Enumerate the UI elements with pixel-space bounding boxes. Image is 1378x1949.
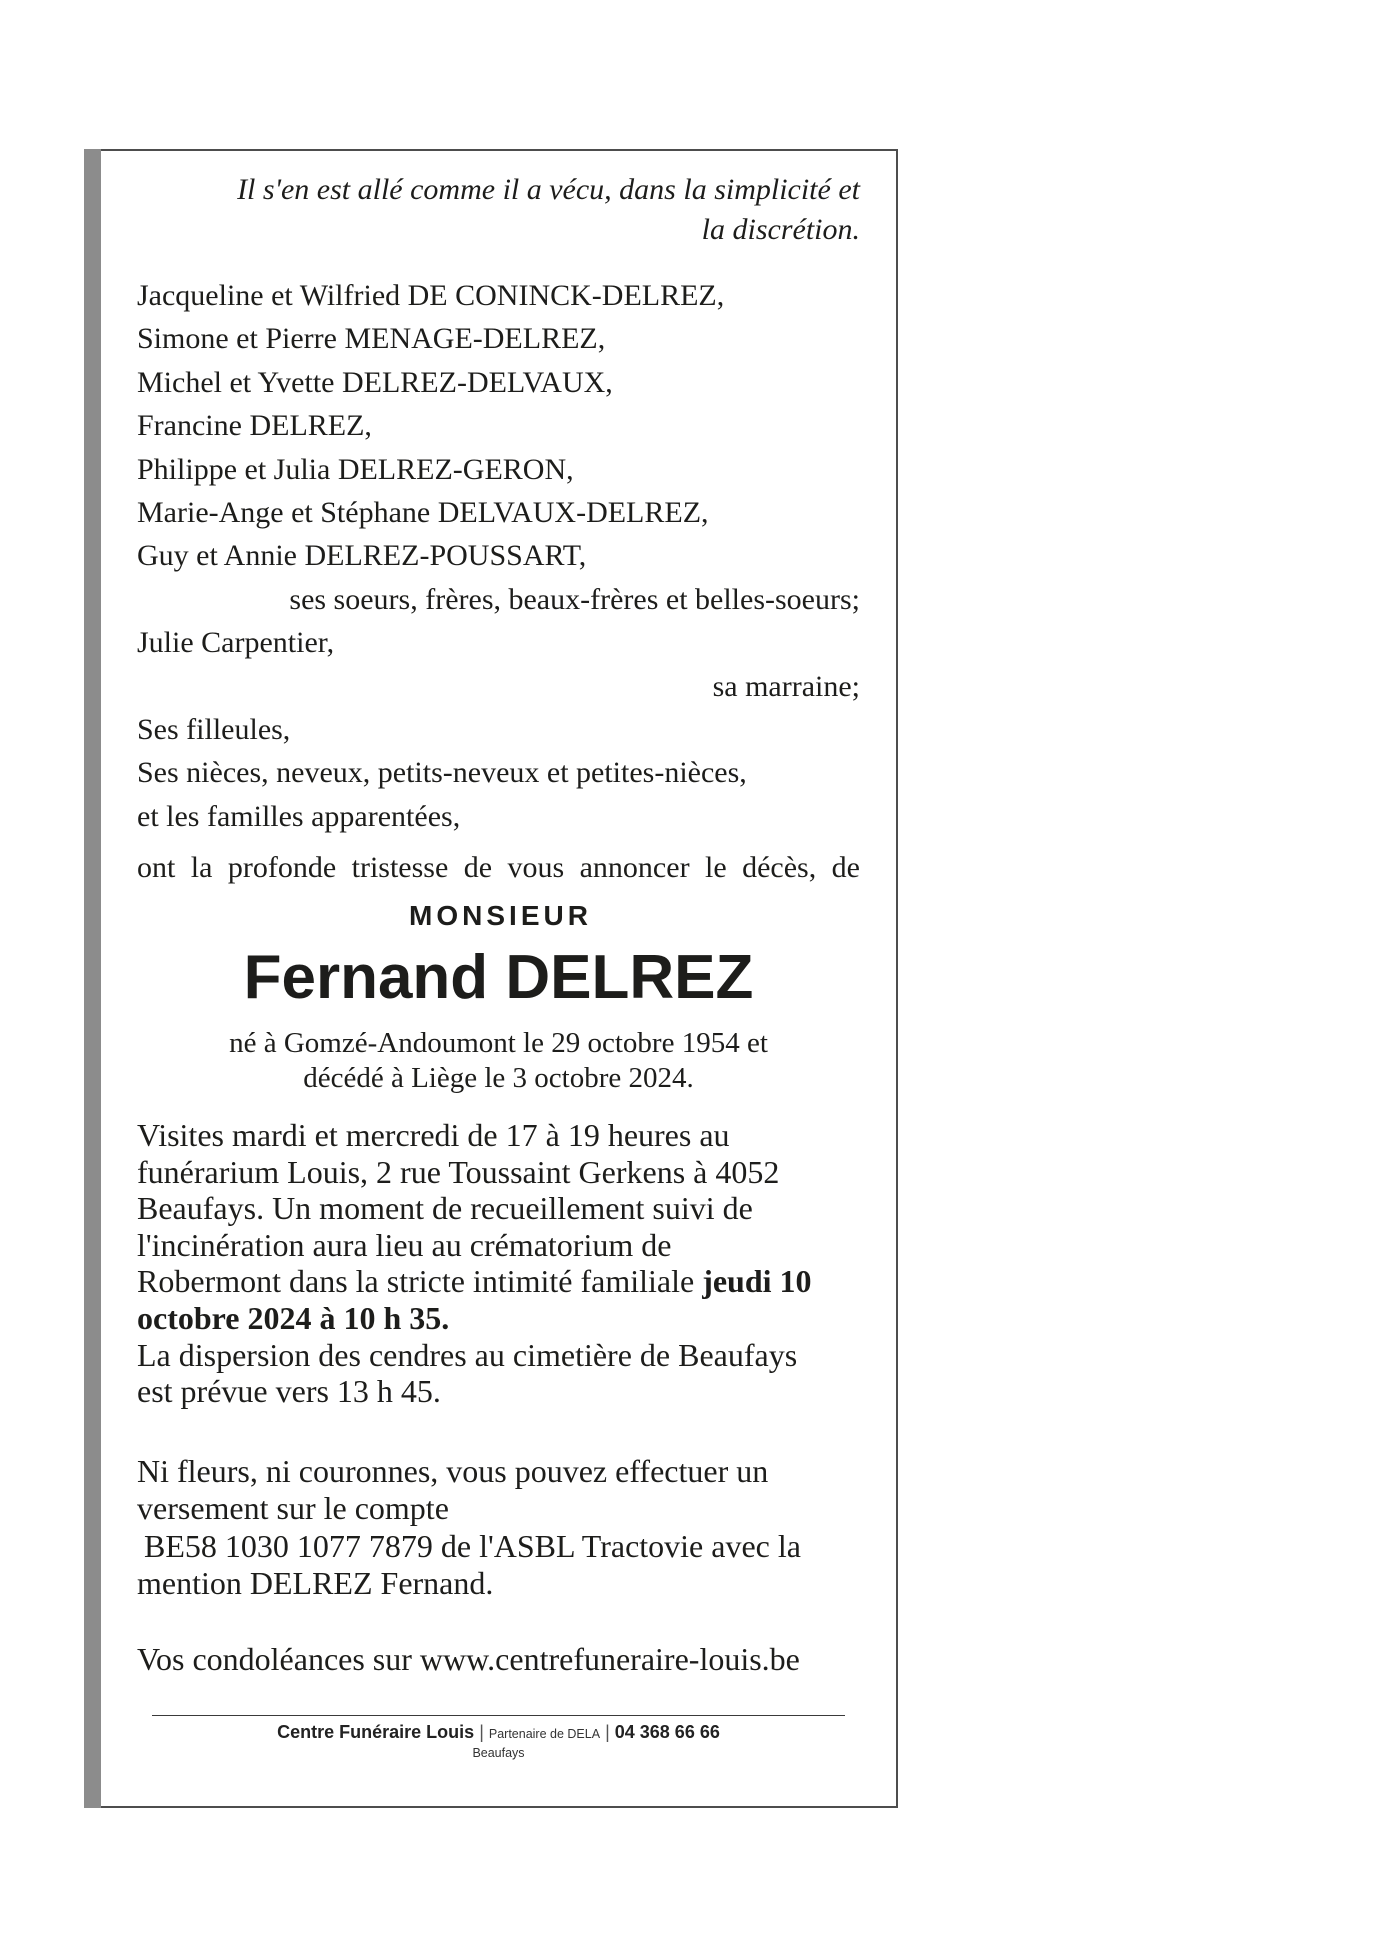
sibling-line: Philippe et Julia DELREZ-GERON, [137, 452, 574, 486]
godmother-name: Julie Carpentier, [137, 626, 335, 660]
birth-line: né à Gomzé-Andoumont le 29 octobre 1954 et [229, 1027, 768, 1059]
sibling-line: Marie-Ange et Stéphane DELVAUX-DELREZ, [137, 496, 709, 530]
announcement: ont la profonde tristesse de vous annoncer le décès, de [137, 851, 860, 884]
death-line: décédé à Liège le 3 octobre 2024. [303, 1062, 694, 1094]
funeral-line: Beaufays. Un moment de recueillement suivi de [137, 1190, 753, 1227]
footer-separator: | [479, 1722, 484, 1742]
condolences [137, 1641, 860, 1678]
funeral-line: funérarium Louis, 2 rue Toussaint Gerkens à 4052 [137, 1153, 780, 1190]
dispersion-line: La dispersion des cendres au cimetière de Beaufays [137, 1336, 798, 1373]
phone-number: 04 368 66 66 [614, 1722, 720, 1742]
funeral-details [137, 1117, 860, 1410]
frame-side-bar [84, 149, 101, 1808]
epitaph [137, 170, 860, 250]
funeral-line: l'incinération aura lieu au crématorium de [137, 1226, 672, 1263]
sibling-line: Guy et Annie DELREZ-POUSSART, [137, 539, 587, 573]
ceremony-date: jeudi 10 [702, 1263, 812, 1300]
flowers-line: mention DELREZ Fernand. [137, 1564, 494, 1601]
sibling-line: Michel et Yvette DELREZ-DELVAUX, [137, 365, 613, 399]
funeral-home-footer [137, 1721, 860, 1745]
footer-separator: | [605, 1722, 610, 1742]
epitaph-line: Il s'en est allé comme il a vécu, dans la simplicité et [237, 173, 860, 206]
life-dates [137, 1026, 860, 1096]
deceased-title: MONSIEUR [409, 900, 592, 931]
sibling-line: Simone et Pierre MENAGE-DELREZ, [137, 322, 606, 356]
sibling-line: Jacqueline et Wilfried DE CONINCK-DELREZ, [137, 279, 725, 312]
condolences-website: www.centrefuneraire-louis.be [419, 1641, 800, 1677]
obituary-card [84, 149, 898, 1808]
footer-divider [152, 1715, 845, 1716]
ceremony-date: octobre 2024 à 10 h 35. [137, 1299, 450, 1336]
siblings-relation: ses soeurs, frères, beaux-frères et belles-soeurs; [289, 582, 860, 616]
flowers-line: Ni fleurs, ni couronnes, vous pouvez effectuer un [137, 1453, 769, 1489]
partner-label: Partenaire de DELA [488, 1727, 601, 1741]
dispersion-line: est prévue vers 13 h 45. [137, 1373, 441, 1410]
godmother-relation: sa marraine; [712, 669, 860, 703]
funeral-line [137, 1300, 860, 1337]
deceased-name: Fernand DELREZ [243, 943, 754, 1012]
funeral-line: Visites mardi et mercredi de 17 à 19 heures au [137, 1117, 730, 1153]
flowers-line: versement sur le compte [137, 1490, 449, 1527]
condolences-text: Vos condoléances sur [137, 1641, 412, 1677]
flowers-notice [137, 1453, 860, 1602]
funeral-home-name: Centre Funéraire Louis [277, 1722, 475, 1742]
family-other-line: et les familles apparentées, [137, 799, 461, 833]
bank-account-line: BE58 1030 1077 7879 de l'ASBL Tractovie avec la [144, 1527, 801, 1564]
family-other-line: Ses filleules, [137, 713, 291, 747]
sibling-line: Francine DELREZ, [137, 409, 372, 443]
family-list [137, 274, 860, 838]
epitaph-line: la discrétion. [701, 213, 860, 246]
funeral-line [137, 1263, 860, 1300]
funeral-line-text: Robermont dans la stricte intimité familiale [137, 1263, 695, 1300]
family-other-line: Ses nièces, neveux, petits-neveux et petites-nièces, [137, 756, 747, 790]
funeral-home-location: Beaufays [472, 1746, 525, 1760]
